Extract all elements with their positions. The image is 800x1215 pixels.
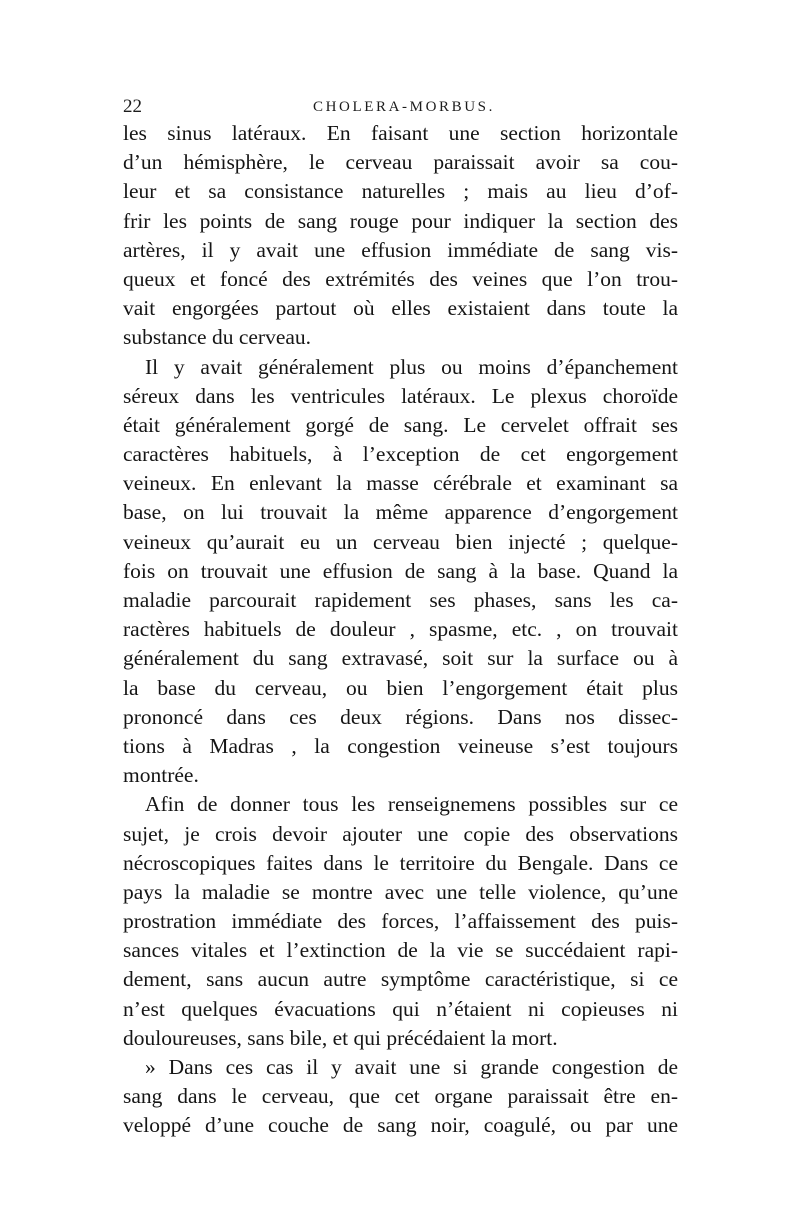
text-line: frir les points de sang rouge pour indiquer la section des [123, 208, 678, 233]
text-line: Il y avait généralement plus ou moins d’épanchement [145, 354, 678, 379]
text-line: prostration immédiate des forces, l’affaissement des puis- [123, 909, 678, 934]
text-line: vait engorgées partout où elles existaient dans toute la [123, 296, 678, 321]
text-line: tions à Madras , la congestion veineuse s’est toujours [123, 733, 678, 758]
text-line: pays la maladie se montre avec une telle violence, qu’une [123, 879, 678, 904]
text-line: dement, sans aucun autre symptôme caractéristique, si ce [123, 967, 678, 992]
text-line: » Dans ces cas il y avait une si grande congestion de [145, 1055, 678, 1079]
text-line: sances vitales et l’extinction de la vie se succédaient rapi- [123, 938, 678, 963]
text-line: queux et foncé des extrémités des veines que l’on trou- [123, 266, 678, 291]
text-line: la base du cerveau, ou bien l’engorgement était plus [123, 675, 678, 700]
text-line: ractères habituels de douleur , spasme, etc. , on trouvait [123, 617, 678, 642]
text-line: séreux dans les ventricules latéraux. Le plexus choroïde [123, 383, 678, 408]
text-line: caractères habituels, à l’exception de cet engorgement [123, 442, 678, 467]
text-line: généralement du sang extravasé, soit sur la surface ou à [123, 646, 678, 671]
text-line: sujet, je crois devoir ajouter une copie des observations [123, 821, 678, 846]
text-line: artères, il y avait une effusion immédiate de sang vis- [123, 237, 678, 262]
text-line: veineux. En enlevant la masse cérébrale et examinant sa [123, 471, 678, 496]
text-line: d’un hémisphère, le cerveau paraissait avoir sa cou- [123, 150, 678, 175]
text-line: Afin de donner tous les renseignemens possibles sur ce [145, 792, 678, 817]
text-line: nécroscopiques faites dans le territoire du Bengale. Dans ce [123, 850, 678, 875]
text-line: veloppé d’une couche de sang noir, coagulé, ou par une [123, 1113, 678, 1138]
body-text [123, 119, 678, 1141]
text-line: les sinus latéraux. En faisant une section horizontale [123, 121, 678, 145]
text-line: maladie parcourait rapidement ses phases, sans les ca- [123, 588, 678, 612]
page-number: 22 [123, 96, 142, 117]
text-line: substance du cerveau. [123, 325, 312, 350]
text-line: douloureuses, sans bile, et qui précédaient la mort. [123, 1025, 558, 1050]
text-line: était généralement gorgé de sang. Le cervelet offrait ses [123, 412, 678, 437]
text-line: fois on trouvait une effusion de sang à la base. Quand la [123, 558, 678, 583]
running-title: CHOLERA-MORBUS. [313, 99, 495, 115]
text-line: sang dans le cerveau, que cet organe paraissait être en- [123, 1084, 678, 1109]
text-line: montrée. [123, 763, 199, 788]
text-line: prononcé dans ces deux régions. Dans nos dissec- [123, 704, 678, 729]
text-line: leur et sa consistance naturelles ; mais au lieu d’of- [123, 179, 678, 204]
text-line: veineux qu’aurait eu un cerveau bien injecté ; quelque- [123, 529, 678, 554]
text-line: n’est quelques évacuations qui n’étaient ni copieuses ni [123, 996, 678, 1021]
page-header [123, 94, 678, 120]
text-line: base, on lui trouvait la même apparence d’engorgement [123, 500, 678, 525]
